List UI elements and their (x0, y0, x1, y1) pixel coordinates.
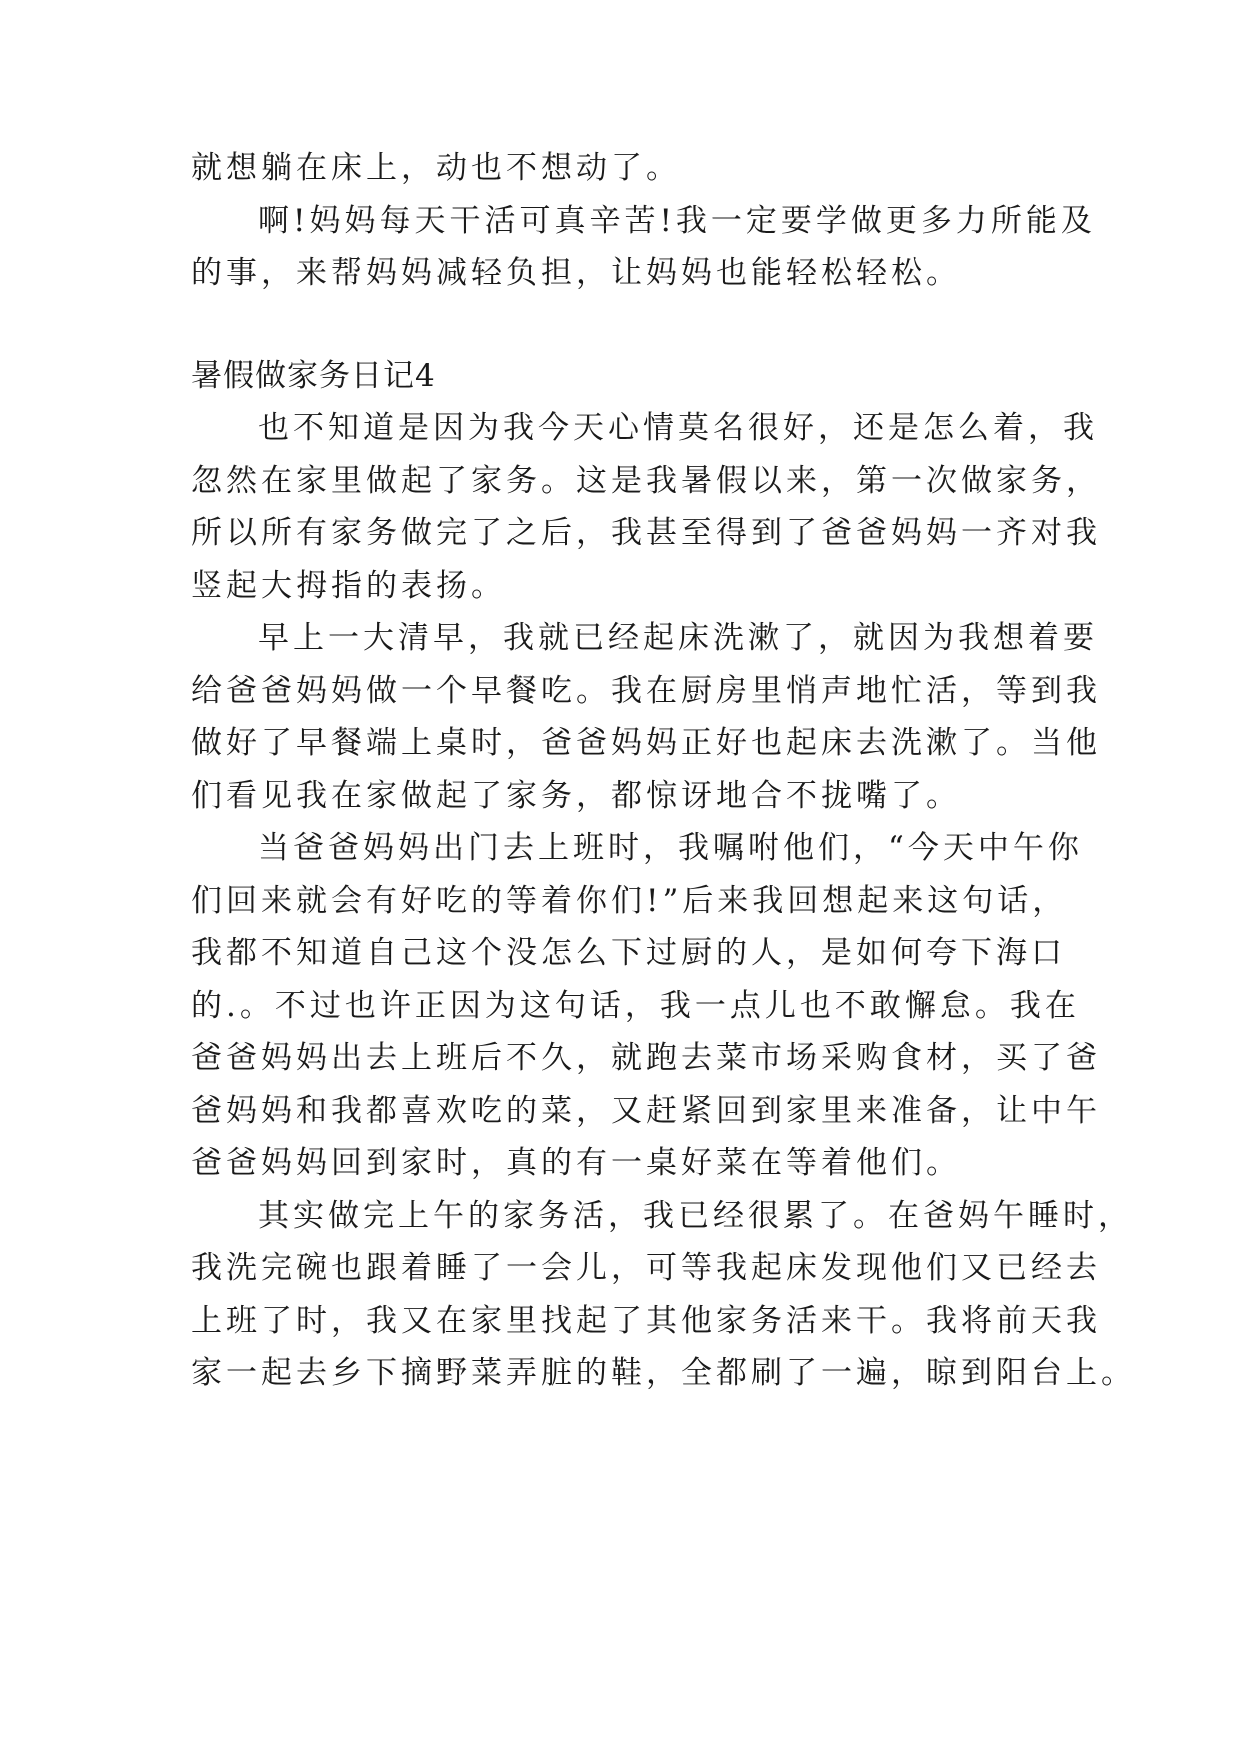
text-line: 们回来就会有好吃的等着你们!”后来我回想起来这句话， (191, 883, 1068, 919)
text-line: 给爸爸妈妈做一个早餐吃。我在厨房里悄声地忙活，等到我 (191, 673, 1101, 709)
section-title: 暑假做家务日记4 (191, 358, 436, 394)
text-line: 爸妈妈和我都喜欢吃的菜，又赶紧回到家里来准备，让中午 (191, 1093, 1101, 1129)
text-line: 家一起去乡下摘野菜弄脏的鞋，全都刷了一遍，晾到阳台上。 (191, 1355, 1136, 1391)
text-line: 上班了时，我又在家里找起了其他家务活来干。我将前天我 (191, 1303, 1101, 1339)
text-line: 竖起大拇指的表扬。 (191, 568, 506, 604)
paragraph-start-line: 早上一大清早，我就已经起床洗漱了，就因为我想着要 (258, 620, 1098, 656)
text-line: 做好了早餐端上桌时，爸爸妈妈正好也起床去洗漱了。当他 (191, 725, 1101, 761)
text-line: 的.。不过也许正因为这句话，我一点儿也不敢懈怠。我在 (191, 988, 1080, 1024)
text-line: 我洗完碗也跟着睡了一会儿，可等我起床发现他们又已经去 (191, 1250, 1101, 1286)
text-line: 我都不知道自己这个没怎么下过厨的人，是如何夸下海口 (191, 935, 1066, 971)
paragraph-start-line: 也不知道是因为我今天心情莫名很好，还是怎么着，我 (258, 410, 1098, 446)
text-line: 所以所有家务做完了之后，我甚至得到了爸爸妈妈一齐对我 (191, 515, 1101, 551)
paragraph-start-line: 其实做完上午的家务活，我已经很累了。在爸妈午睡时， (258, 1198, 1133, 1234)
text-line: 忽然在家里做起了家务。这是我暑假以来，第一次做家务， (191, 463, 1101, 499)
text-line: 爸爸妈妈出去上班后不久，就跑去菜市场采购食材，买了爸 (191, 1040, 1101, 1076)
paragraph-start-line: 当爸爸妈妈出门去上班时，我嘱咐他们，“今天中午你 (258, 830, 1083, 866)
text-line: 爸爸妈妈回到家时，真的有一桌好菜在等着他们。 (191, 1145, 961, 1181)
paragraph-start-line: 啊!妈妈每天干活可真辛苦!我一定要学做更多力所能及 (258, 203, 1096, 239)
text-line: 的事，来帮妈妈减轻负担，让妈妈也能轻松轻松。 (191, 255, 961, 291)
text-line: 就想躺在床上，动也不想动了。 (191, 150, 681, 186)
text-line: 们看见我在家做起了家务，都惊讶地合不拢嘴了。 (191, 778, 961, 814)
